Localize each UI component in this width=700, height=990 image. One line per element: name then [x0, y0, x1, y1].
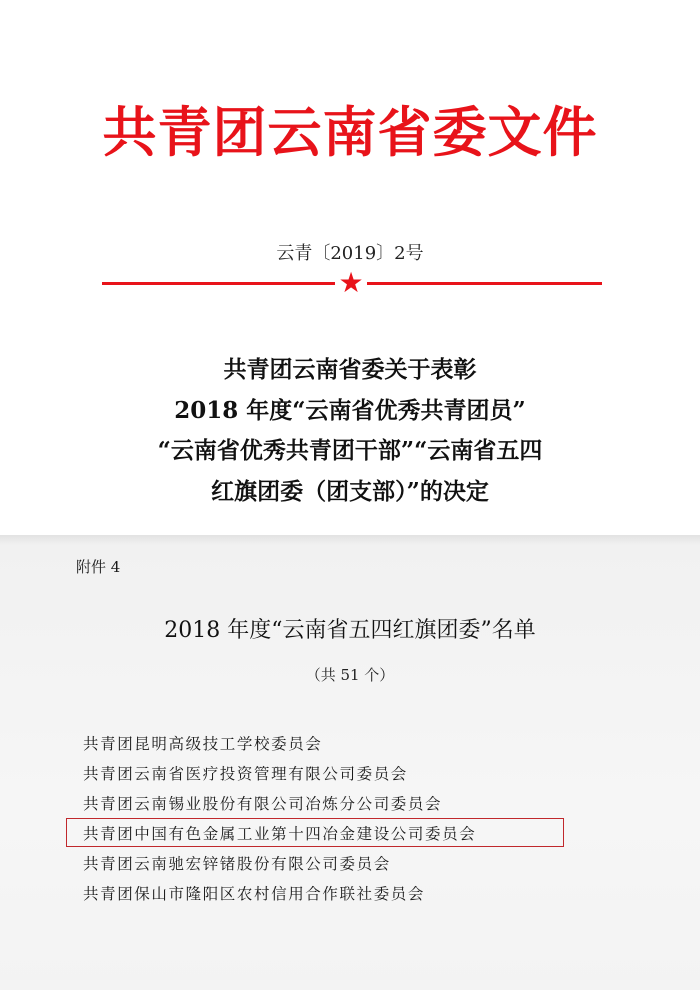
- list-item: 共青团云南驰宏锌锗股份有限公司委员会: [83, 855, 391, 873]
- attachment-page: [0, 535, 700, 990]
- list-item-highlighted: 共青团中国有色金属工业第十四冶金建设公司委员会: [83, 825, 477, 843]
- attachment-label: 附件 4: [76, 558, 121, 576]
- decision-title-line: 共青团云南省委关于表彰: [223, 356, 477, 383]
- attachment-count: （共 51 个）: [305, 666, 395, 684]
- red-divider-right: [367, 282, 602, 285]
- red-divider-left: [102, 282, 335, 285]
- list-item: 共青团云南省医疗投资管理有限公司委员会: [83, 765, 408, 783]
- decision-title-line: “云南省优秀共青团干部”“云南省五四: [157, 437, 543, 464]
- decision-title: [0, 350, 700, 512]
- document-red-header: 共青团云南省委文件: [102, 101, 598, 164]
- list-item: 共青团昆明高级技工学校委员会: [83, 735, 323, 753]
- decision-title-line: 2018 年度“云南省优秀共青团员”: [174, 396, 526, 424]
- decision-title-line: 红旗团委（团支部）”的决定: [211, 477, 489, 505]
- document-number: 云青〔2019〕2号: [276, 243, 424, 264]
- highlight-box: [66, 818, 564, 847]
- attachment-title: 2018 年度“云南省五四红旗团委”名单: [164, 618, 536, 643]
- red-star-icon: ★: [338, 266, 364, 299]
- list-item: 共青团保山市隆阳区农村信用合作联社委员会: [83, 885, 426, 903]
- list-item: 共青团云南锡业股份有限公司冶炼分公司委员会: [83, 795, 443, 813]
